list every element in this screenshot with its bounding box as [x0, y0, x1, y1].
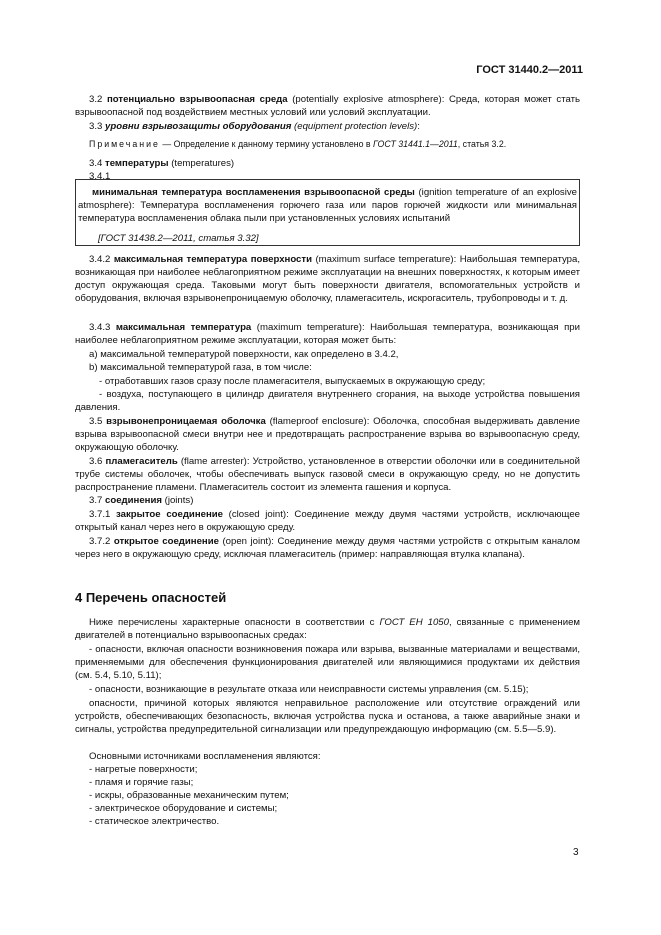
ignition-source-item: - нагретые поверхности; [89, 764, 198, 775]
hazard-item: - опасности, возникающие в результате отказа или неисправности системы управления (см. 5.15); [89, 684, 529, 695]
ignition-source-item: - искры, образованные механическим путем; [89, 790, 289, 801]
definition-reference: [ГОСТ 31438.2—2011, статья 3.32] [98, 233, 259, 244]
term: минимальная температура воспламенения взрывоопасной среды [92, 187, 415, 198]
standard-reference: ГОСТ ЕН 1050 [379, 617, 449, 628]
clause-3-4-3: 3.4.3 максимальная температура (maximum temperature): Наибольшая температура, возникающая при наиболее неблагоприятном режиме эксплуатации, которая может быть: [75, 322, 580, 346]
note-ref: ГОСТ 31441.1—2011 [373, 139, 458, 149]
ignition-source-item: - электрическое оборудование и системы; [89, 803, 278, 814]
term: уровни взрывозащиты оборудования [105, 121, 292, 132]
hazard-item: опасности, причиной которых являются неправильное расположение или отсутствие ограждений или устройств, обеспечивающих безопасность, включая устройства пуска и останова, а также аварийные знаки и сигналы, устройства предупредительной сигнализации или предупреждающую информацию (см. 5.5—5.9). [75, 698, 580, 735]
clause-3-4-1: 3.4.1 [89, 171, 111, 182]
clause-3-7-1: 3.7.1 закрытое соединение (closed joint): Соединение между двумя частями устройств, исключающее открытый канал через него в окружающую среду. [75, 509, 580, 533]
clause-3-4: 3.4 температуры (temperatures) [89, 158, 235, 169]
term: открытое соединение [113, 536, 219, 547]
term: максимальная температура [115, 322, 252, 333]
section-4-intro: Ниже перечислены характерные опасности в соответствии с ГОСТ ЕН 1050, связанные с применением двигателей в потенциально взрывоопасных средах: [75, 617, 581, 641]
ignition-source-item: - пламя и горячие газы; [89, 777, 194, 788]
clause-3-7: 3.7 соединения (joints) [89, 495, 194, 506]
term: взрывонепроницаемая оболочка [106, 416, 266, 427]
term: соединения [105, 495, 162, 506]
hazard-item: - опасности, включая опасности возникновения пожара или взрыва, вызванные материалами и веществами, применяемыми для обеспечения функционирования двигателей или являющимися продуктами их действия (см. 5.4, 5.10, 5.11); [75, 644, 580, 681]
clause-3-5: 3.5 взрывонепроницаемая оболочка (flameproof enclosure): Оболочка, способная выдерживать давление взрыва взрывоопасной смеси внутри нее и предотвращать распространение взрыва во взрывоопасную среду, окружающую оболочку. [75, 416, 580, 453]
section-4-heading: 4 Перечень опасностей [75, 590, 227, 605]
definition-text: минимальная температура воспламенения взрывоопасной среды (ignition temperature of an explosive atmosphere): Температура воспламенения горючего газа или паров горючей жидкости или минимальная температура воспламенения облака пыли при установленных условиях испытаний [78, 187, 577, 224]
dash-item: - отработавших газов сразу после пламегасителя, выпускаемых в окружающую среду; [99, 376, 486, 387]
clause-3-4-2: 3.4.2 максимальная температура поверхности (maximum surface temperature): Наибольшая температура, возникающая при наиболее неблагоприятном режиме эксплуатации на внешних поверхностях, к которым имеет доступ окружающая среда. Таковыми могут быть поверхности двигателя, вспомогательных устройств и оборудования, включая взрывонепроницаемую оболочку, пламегаситель, искрогаситель, трубопроводы и т. д. [75, 254, 580, 304]
list-item-b: b) максимальной температурой газа, в том числе: [89, 362, 312, 373]
note: Примечание — Определение к данному термину установлено в ГОСТ 31441.1—2011, статья 3.2. [89, 139, 507, 149]
term: температуры [105, 158, 169, 169]
clause-3-3: 3.3 уровни взрывозащиты оборудования (equipment protection levels): [89, 121, 420, 132]
standard-header: ГОСТ 31440.2—2011 [476, 64, 583, 76]
clause-3-2: 3.2 потенциально взрывоопасная среда (potentially explosive atmosphere): Среда, которая может стать взрывоопасной под воздействием местных условий или условий эксплуатации. [75, 94, 580, 118]
term: закрытое соединение [116, 509, 223, 520]
term: пламегаситель [105, 456, 178, 467]
page-number: 3 [573, 847, 579, 858]
term: потенциально взрывоопасная среда [106, 94, 288, 105]
note-label: Примечание [89, 139, 160, 149]
ignition-sources-title: Основными источниками воспламенения являются: [89, 751, 321, 762]
clause-3-6: 3.6 пламегаситель (flame arrester): Устройство, установленное в отверстии оболочки или в соединительной трубе системы оболочек, чтобы обеспечивать выпуск газовой смеси в окружающую среду, но не допустить распространение пламени. Пламегаситель состоит из элемента гашения и корпуса. [75, 456, 580, 493]
clause-3-7-2: 3.7.2 открытое соединение (open joint): Соединение между двумя частями устройств с открытым каналом через него в окружающую среду, исключая пламегаситель (пример: направляющая втулка клапана). [75, 536, 580, 560]
dash-item: - воздуха, поступающего в цилиндр двигателя внутреннего сгорания, на выходе устройства повышения давления. [75, 389, 580, 413]
term: максимальная температура поверхности [113, 254, 312, 265]
list-item-a: a) максимальной температурой поверхности, как определено в 3.4.2, [89, 349, 399, 360]
ignition-source-item: - статическое электричество. [89, 816, 220, 827]
